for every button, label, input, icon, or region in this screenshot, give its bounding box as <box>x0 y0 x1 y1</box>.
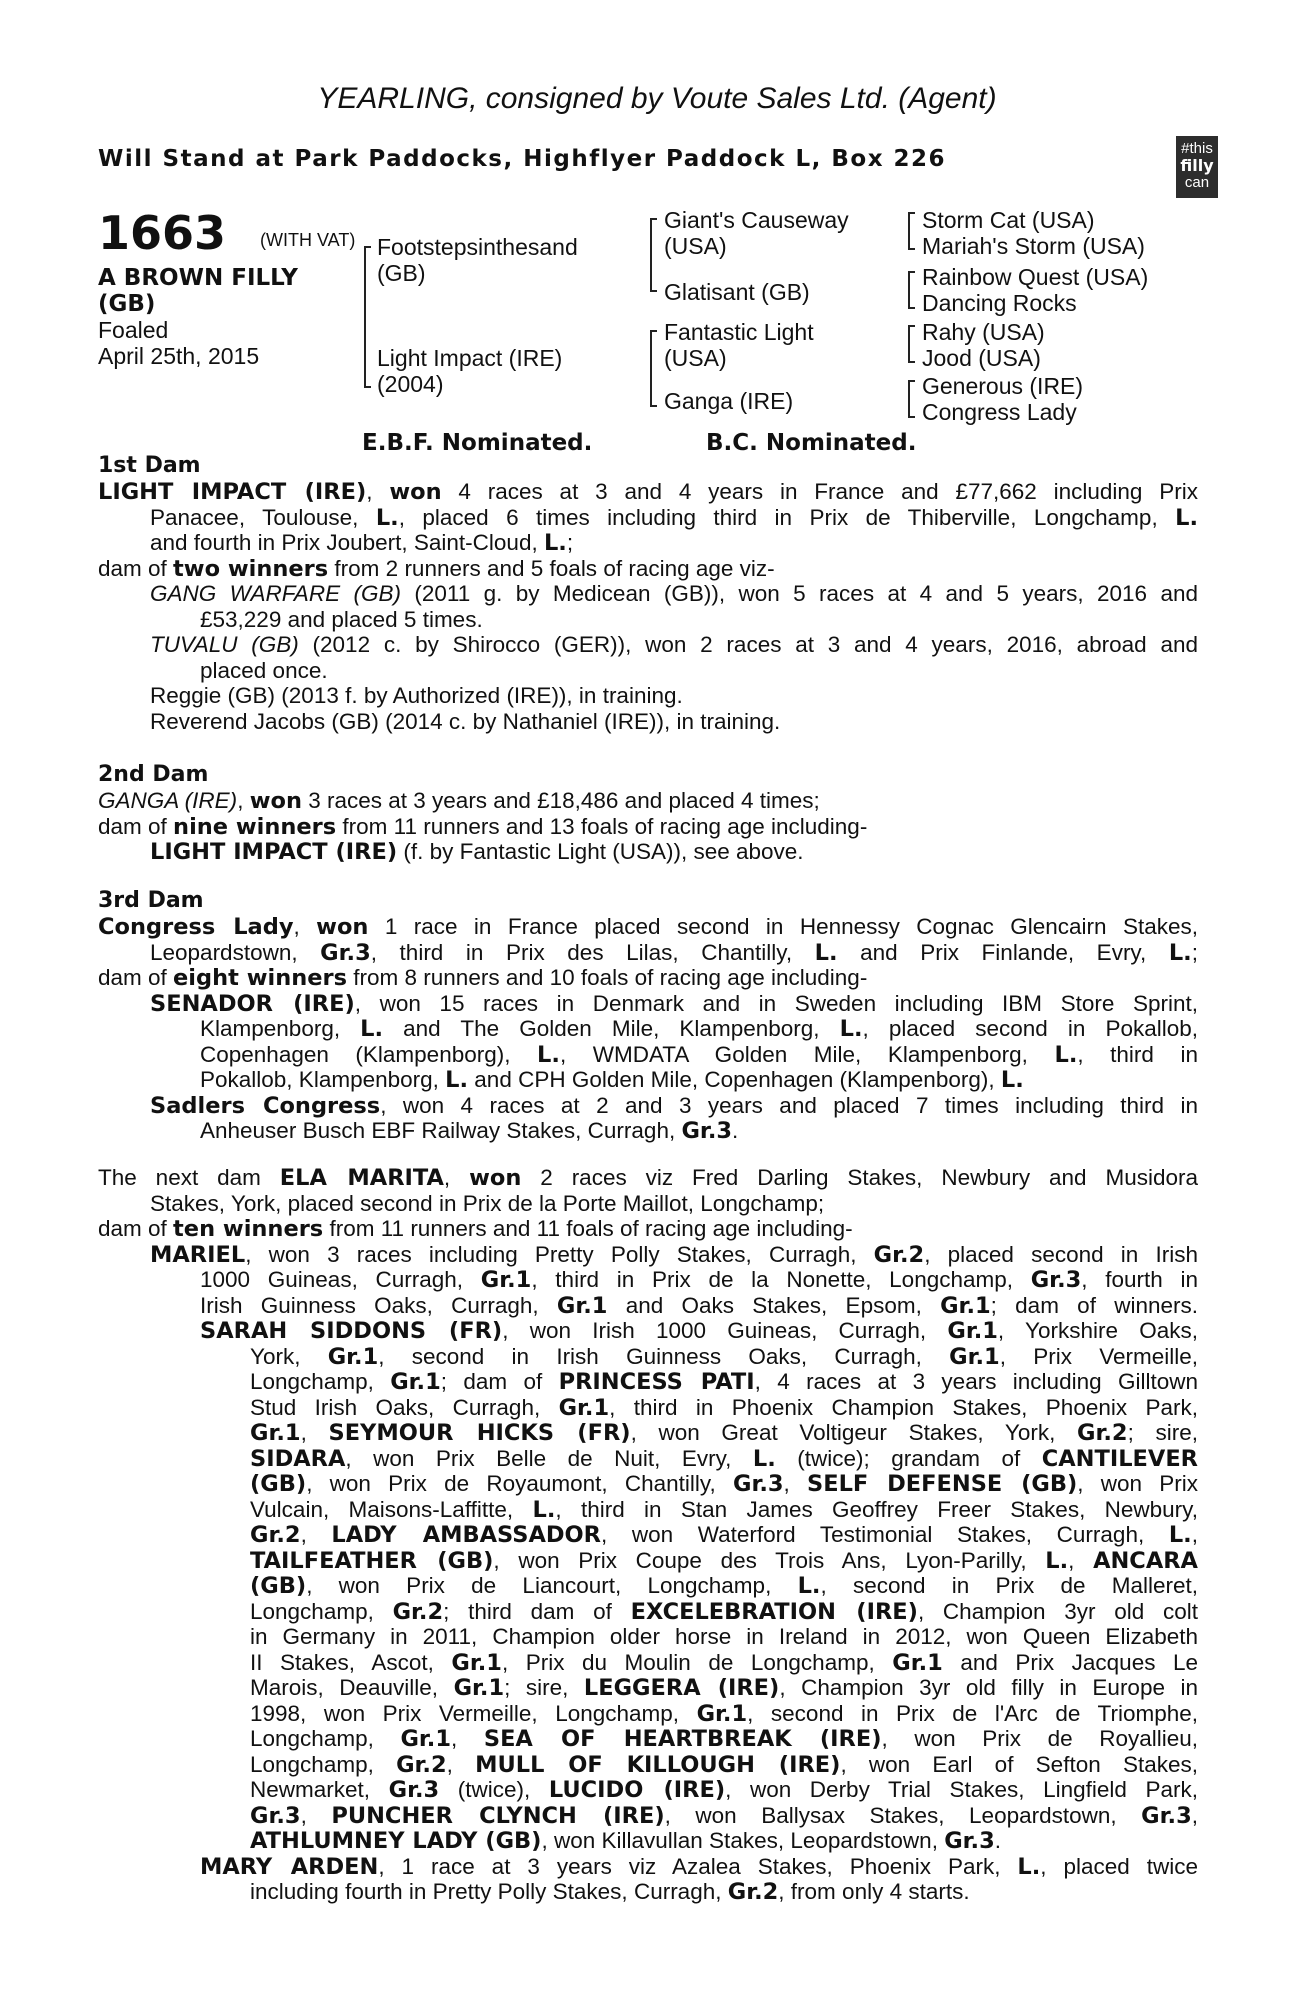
text-run: York, <box>250 1343 328 1369</box>
body-line <box>200 1318 1198 1344</box>
sire-sire: Giant's Causeway <box>664 207 849 233</box>
highlight: (GB) <box>250 1573 307 1599</box>
race-grade: Gr.1 <box>558 1394 610 1421</box>
body-line <box>98 479 1198 505</box>
text-run: , won Waterford Testimonial Stakes, Curragh, <box>601 1522 1169 1547</box>
text-run: Klampenborg, <box>200 1016 361 1041</box>
pedigree-bracket <box>650 330 652 405</box>
body-line <box>200 658 328 684</box>
race-grade: Gr.2 <box>392 1598 444 1625</box>
pedigree-bracket <box>650 218 652 290</box>
vat-note: (WITH VAT) <box>260 230 356 250</box>
body-line <box>150 1093 1198 1119</box>
race-grade: L. <box>537 1041 560 1068</box>
race-grade: Gr.1 <box>390 1369 441 1395</box>
race-grade: L. <box>839 1016 863 1042</box>
highlight: SEYMOUR HICKS (FR) <box>328 1420 631 1446</box>
body-line <box>150 940 1198 966</box>
race-grade: Gr.1 <box>327 1343 379 1370</box>
logo-line: #this <box>1181 140 1213 157</box>
body-line <box>250 1624 1198 1650</box>
race-grade: Gr.3 <box>732 1471 784 1497</box>
highlight: LIGHT IMPACT (IRE) <box>150 839 398 865</box>
text-run: Leopardstown, <box>150 939 321 965</box>
sire-name: Footstepsinthesand <box>377 234 578 260</box>
text-run: Pokallob, Klampenborg, <box>200 1067 446 1092</box>
text-run: , fourth in <box>1081 1267 1198 1292</box>
body-line <box>200 607 483 633</box>
body-line <box>98 1165 1198 1191</box>
body-line <box>250 1777 1198 1803</box>
body-line <box>250 1879 970 1905</box>
race-grade: Gr.3 <box>1030 1267 1082 1293</box>
pedigree-bracket <box>908 212 910 248</box>
text-run: , Champion 3yr old colt <box>917 1598 1198 1624</box>
body-line <box>98 788 820 814</box>
highlight: LIGHT IMPACT (IRE) <box>98 479 367 505</box>
race-grade: Gr.1 <box>250 1420 301 1446</box>
text-run: ; sire, <box>1127 1420 1198 1445</box>
text-run: , won Prix de Liancourt, Longchamp, <box>306 1573 798 1598</box>
highlight: MARIEL <box>150 1241 246 1268</box>
text-run: (2012 c. by Shirocco (GER)), won 2 races at 3 and 4 years, 2016, abroad and <box>298 632 1198 657</box>
text-run: , Yorkshire Oaks, <box>997 1318 1198 1343</box>
text-run: in Germany in 2011, Champion older horse in Ireland in 2012, won Queen Elizabeth <box>250 1624 1198 1649</box>
text-run: and Prix Jacques Le <box>942 1649 1199 1675</box>
text-run: , <box>366 479 390 504</box>
text-run: (twice), <box>439 1777 549 1802</box>
body-line <box>250 1650 1198 1676</box>
text-run: , <box>300 1802 332 1828</box>
highlight: PUNCHER CLYNCH (IRE) <box>331 1802 665 1829</box>
body-line <box>150 991 1198 1017</box>
body-line <box>250 1471 1198 1497</box>
text-run: , <box>1068 1547 1094 1573</box>
body-line <box>250 1420 1198 1446</box>
sire-sire-country: (USA) <box>664 233 727 259</box>
race-grade: L. <box>1054 1041 1078 1068</box>
body-line <box>250 1446 1198 1472</box>
highlight: Congress Lady <box>98 914 294 940</box>
race-grade: L. <box>375 504 399 531</box>
race-grade: L. <box>1168 1522 1192 1548</box>
text-run: 4 races at 3 and 4 years in France and £77,662 including Prix <box>441 479 1199 504</box>
pedigree-bracket <box>908 212 915 214</box>
highlight: LEGGERA (IRE) <box>583 1675 780 1701</box>
race-grade: Gr.1 <box>949 1343 1000 1370</box>
pedigree-bracket <box>908 361 915 363</box>
body-line <box>250 1369 1198 1395</box>
race-grade: Gr.1 <box>480 1267 532 1293</box>
race-grade: Gr.3 <box>388 1777 440 1803</box>
text-run: from 8 runners and 10 foals of racing age including- <box>347 965 868 990</box>
text-run: , third in Prix de la Nonette, Longchamp, <box>531 1267 1031 1292</box>
horse-name: GANG WARFARE (GB) <box>150 581 401 606</box>
race-grade: L. <box>1045 1547 1069 1574</box>
text-run: dam of <box>98 555 174 581</box>
text-run: , <box>293 914 317 939</box>
text-run: Stud Irish Oaks, Curragh, <box>250 1394 559 1420</box>
text-run: , <box>446 1751 476 1777</box>
race-grade: Gr.1 <box>696 1700 748 1727</box>
text-run: (2011 g. by Medicean (GB)), won 5 races at 4 and 5 years, 2016 and <box>400 581 1198 606</box>
text-run: Longchamp, <box>250 1369 391 1394</box>
dam-sire-country: (USA) <box>664 345 727 371</box>
race-grade: Gr.1 <box>940 1292 991 1319</box>
pedigree-bracket <box>908 380 915 382</box>
race-grade: L. <box>1175 504 1198 531</box>
text-run: , won Prix de Royaumont, Chantilly, <box>306 1471 733 1496</box>
text-run: , <box>451 1726 484 1751</box>
text-run: ; third dam of <box>443 1598 631 1624</box>
body-line <box>250 1701 1198 1727</box>
text-run: , placed second in Pokallob, <box>862 1016 1199 1041</box>
text-run: , second in Prix de Malleret, <box>820 1573 1198 1598</box>
horse-name: GANGA (IRE) <box>98 788 238 813</box>
text-run: , third in Prix des Lilas, Chantilly, <box>370 939 815 965</box>
highlight: PRINCESS PATI <box>558 1369 755 1395</box>
dam-year: (2004) <box>377 371 444 397</box>
text-run: ; dam of winners. <box>990 1292 1198 1318</box>
highlight: TAILFEATHER (GB) <box>250 1547 494 1574</box>
text-run: , WMDATA Golden Mile, Klampenborg, <box>559 1041 1055 1067</box>
text-run: from 11 runners and 13 foals of racing age including- <box>336 813 868 839</box>
sire-dam: Glatisant (GB) <box>664 279 810 305</box>
text-run: dam of <box>98 1216 174 1241</box>
pedigree-bracket <box>650 290 657 292</box>
pedigree-bracket <box>908 307 915 309</box>
race-grade: L. <box>797 1573 821 1599</box>
text-run: , placed 6 times including third in Prix de Thiberville, Longchamp, <box>398 504 1176 530</box>
text-run: . <box>732 1118 739 1143</box>
pedigree-bracket <box>650 330 657 332</box>
text-run: Reggie (GB) (2013 f. by Authorized (IRE)), in training. <box>150 683 683 708</box>
text-run: , <box>1191 1802 1198 1828</box>
race-grade: Gr.2 <box>727 1879 779 1905</box>
pedigree-bracket <box>908 380 910 416</box>
dam-heading: 2nd Dam <box>98 762 209 787</box>
ancestor-sds: Rainbow Quest (USA) <box>922 264 1149 290</box>
race-grade: L. <box>543 530 567 556</box>
highlight: MARY ARDEN <box>200 1853 379 1880</box>
text-run: ; sire, <box>504 1675 584 1700</box>
ancestor-dss: Rahy (USA) <box>922 319 1045 345</box>
text-run: and CPH Golden Mile, Copenhagen (Klampenborg), <box>468 1067 1001 1092</box>
text-run: Longchamp, <box>250 1598 393 1624</box>
dam-heading: 1st Dam <box>98 453 201 478</box>
text-run: . <box>994 1828 1002 1853</box>
highlight: EXCELEBRATION (IRE) <box>630 1598 918 1625</box>
text-run: , second in Irish Guinness Oaks, Curragh, <box>378 1343 950 1369</box>
text-run: , won 4 races at 2 and 3 years and placed 7 times including third in <box>380 1092 1198 1118</box>
stand-location: Will Stand at Park Paddocks, Highflyer Paddock L, Box 226 <box>98 146 947 172</box>
text-run: 1998, won Prix Vermeille, Longchamp, <box>250 1700 697 1726</box>
logo-line: can <box>1184 174 1210 191</box>
dam-sire: Fantastic Light <box>664 319 814 345</box>
ancestor-dsd: Jood (USA) <box>922 345 1041 371</box>
body-line <box>150 1191 824 1217</box>
body-line <box>250 1803 1198 1829</box>
text-run: , placed second in Irish <box>924 1241 1198 1267</box>
text-run: ; <box>1191 939 1198 965</box>
text-run: , second in Prix de l'Arc de Triomphe, <box>747 1700 1199 1726</box>
text-run: including fourth in Pretty Polly Stakes, Curragh, <box>250 1879 728 1904</box>
text-run: , won 3 races including Pretty Polly Stakes, Curragh, <box>245 1241 874 1267</box>
text-run: , won Derby Trial Stakes, Lingfield Park, <box>725 1777 1198 1802</box>
text-run: , won Prix Coupe des Trois Ans, Lyon-Parilly, <box>493 1547 1046 1573</box>
text-run: 1000 Guineas, Curragh, <box>200 1267 481 1292</box>
text-run: , <box>237 788 250 813</box>
body-line <box>250 1497 1198 1523</box>
ancestor-dds: Generous (IRE) <box>922 373 1084 399</box>
highlight: ANCARA <box>1093 1547 1198 1574</box>
race-grade: L. <box>1017 1853 1041 1880</box>
horse-name: TUVALU (GB) <box>150 632 299 657</box>
race-grade: Gr.3 <box>944 1828 995 1854</box>
highlight: LADY AMBASSADOR <box>331 1522 601 1548</box>
highlight: ten winners <box>173 1216 324 1242</box>
race-grade: L. <box>532 1496 556 1523</box>
text-run: The next dam <box>98 1165 280 1190</box>
highlight: SIDARA <box>250 1445 346 1472</box>
pedigree-bracket <box>364 246 371 248</box>
body-line <box>250 1726 1198 1752</box>
dam-dam: Ganga (IRE) <box>664 388 794 414</box>
race-grade: Gr.3 <box>681 1118 733 1144</box>
text-run: Reverend Jacobs (GB) (2014 c. by Nathaniel (IRE)), in training. <box>150 708 781 734</box>
text-run: , won Irish 1000 Guineas, Curragh, <box>502 1318 948 1343</box>
highlight: SENADOR (IRE) <box>150 990 355 1017</box>
pedigree-bracket <box>650 218 657 220</box>
pedigree-bracket <box>908 325 915 327</box>
text-run: , <box>1191 1522 1198 1547</box>
race-grade: Gr.3 <box>320 939 371 966</box>
text-run: 2 races viz Fred Darling Stakes, Newbury and Musidora <box>521 1165 1198 1190</box>
body-line <box>150 530 573 556</box>
highlight: SARAH SIDDONS (FR) <box>200 1318 503 1344</box>
text-run: , won Prix de Royallieu, <box>881 1726 1198 1751</box>
text-run: , Champion 3yr old filly in Europe in <box>779 1675 1198 1700</box>
highlight: MULL OF KILLOUGH (IRE) <box>475 1751 841 1778</box>
text-run: , <box>300 1420 329 1445</box>
text-run: placed once. <box>200 657 328 683</box>
body-line <box>200 1293 1198 1319</box>
text-run: , won 15 races in Denmark and in Sweden including IBM Store Sprint, <box>354 990 1199 1016</box>
text-run: (f. by Fantastic Light (USA)), see above. <box>397 839 804 864</box>
highlight: SELF DEFENSE (GB) <box>807 1471 1078 1497</box>
text-run: , won Prix Belle de Nuit, Evry, <box>345 1445 753 1471</box>
race-grade: Gr.1 <box>556 1292 608 1319</box>
dam-name: Light Impact (IRE) <box>377 345 563 371</box>
race-grade: Gr.1 <box>892 1649 943 1676</box>
text-run: , won Ballysax Stakes, Leopardstown, <box>664 1802 1142 1828</box>
body-line <box>150 505 1198 531</box>
text-run: , placed twice <box>1040 1853 1198 1879</box>
ancestor-sdd: Dancing Rocks <box>922 290 1077 316</box>
consignment-header: YEARLING, consigned by Voute Sales Ltd. (Agent) <box>317 82 997 115</box>
race-grade: Gr.2 <box>396 1751 447 1778</box>
body-line <box>200 1016 1198 1042</box>
highlight: two winners <box>173 555 329 582</box>
pedigree-bracket <box>908 271 910 307</box>
body-line <box>250 1522 1198 1548</box>
text-run: , third in Stan James Geoffrey Freer Stakes, Newbury, <box>555 1496 1198 1522</box>
body-line <box>150 632 1198 658</box>
text-run: Anheuser Busch EBF Railway Stakes, Curragh, <box>200 1118 682 1143</box>
highlight: ELA MARITA <box>279 1165 444 1191</box>
highlight: eight winners <box>173 965 348 991</box>
text-run: Longchamp, <box>250 1751 397 1777</box>
body-line <box>250 1573 1198 1599</box>
text-run: II Stakes, Ascot, <box>250 1649 452 1675</box>
race-grade: Gr.1 <box>453 1675 505 1701</box>
text-run: (twice); grandam of <box>775 1445 1042 1471</box>
highlight: LUCIDO (IRE) <box>548 1777 726 1803</box>
text-run: , 1 race at 3 years viz Azalea Stakes, Phoenix Park, <box>378 1853 1018 1879</box>
race-grade: Gr.2 <box>250 1522 301 1548</box>
race-grade: Gr.1 <box>400 1726 451 1752</box>
text-run: dam of <box>98 965 174 990</box>
text-run: , Prix Vermeille, <box>999 1343 1198 1369</box>
text-run: dam of <box>98 813 174 839</box>
bc-nominated: B.C. Nominated. <box>706 430 917 456</box>
text-run: and fourth in Prix Joubert, Saint-Cloud, <box>150 530 544 555</box>
logo-line: filly <box>1180 156 1214 175</box>
ancestor-sss: Storm Cat (USA) <box>922 207 1095 233</box>
text-run: , third in Phoenix Champion Stakes, Phoenix Park, <box>609 1394 1198 1420</box>
text-run: Longchamp, <box>250 1726 401 1751</box>
highlight: won <box>249 788 302 814</box>
body-line <box>250 1395 1198 1421</box>
text-run: from 11 runners and 11 foals of racing age including- <box>323 1216 853 1241</box>
text-run: 1 race in France placed second in Hennessy Cognac Glencairn Stakes, <box>368 914 1198 939</box>
body-line <box>250 1752 1198 1778</box>
text-run: Panacee, Toulouse, <box>150 504 376 530</box>
ebf-nominated: E.B.F. Nominated. <box>362 430 593 456</box>
body-line <box>150 709 780 735</box>
body-line <box>200 1267 1198 1293</box>
text-run: ; <box>566 530 574 555</box>
text-run: and Prix Finlande, Evry, <box>837 939 1169 965</box>
body-line <box>98 814 867 840</box>
text-run: Marois, Deauville, <box>250 1675 454 1700</box>
pedigree-bracket <box>908 325 910 361</box>
highlight: won <box>469 1165 522 1191</box>
highlight: won <box>389 479 442 505</box>
body-line <box>150 1242 1198 1268</box>
text-run: Irish Guinness Oaks, Curragh, <box>200 1292 557 1318</box>
pedigree-bracket <box>908 271 915 273</box>
body-line <box>250 1344 1198 1370</box>
pedigree-bracket <box>908 248 915 250</box>
body-line <box>250 1548 1198 1574</box>
body-line <box>250 1828 1001 1854</box>
text-run: , won Great Voltigeur Stakes, York, <box>630 1420 1077 1445</box>
text-run: , <box>300 1522 332 1547</box>
text-run: and The Golden Mile, Klampenborg, <box>383 1016 840 1041</box>
pedigree-bracket <box>908 416 915 418</box>
text-run: , <box>443 1165 470 1190</box>
body-line <box>250 1599 1198 1625</box>
highlight: SEA OF HEARTBREAK (IRE) <box>483 1726 882 1752</box>
race-grade: Gr.3 <box>1141 1802 1192 1829</box>
lot-description: A BROWN FILLY <box>98 265 298 291</box>
body-line <box>250 1675 1198 1701</box>
race-grade: L. <box>445 1067 469 1093</box>
text-run: Stakes, York, placed second in Prix de la Porte Maillot, Longchamp; <box>150 1190 825 1216</box>
body-line <box>150 581 1198 607</box>
race-grade: Gr.1 <box>947 1318 998 1344</box>
body-line <box>98 1216 853 1242</box>
race-grade: Gr.1 <box>451 1649 502 1676</box>
race-grade: L. <box>814 939 838 966</box>
body-line <box>150 839 804 865</box>
text-run: , <box>783 1471 808 1496</box>
text-run: , 4 races at 3 years including Gilltown <box>754 1369 1198 1394</box>
text-run: Vulcain, Maisons-Laffitte, <box>250 1496 533 1522</box>
lot-description: (GB) <box>98 291 156 317</box>
ancestor-ssd: Mariah's Storm (USA) <box>922 233 1145 259</box>
race-grade: L. <box>1000 1067 1024 1093</box>
dam-heading: 3rd Dam <box>98 888 204 913</box>
race-grade: L. <box>752 1445 776 1472</box>
body-line <box>200 1854 1198 1880</box>
highlight: won <box>316 914 369 940</box>
text-run: Newmarket, <box>250 1777 389 1802</box>
text-run: and Oaks Stakes, Epsom, <box>607 1292 941 1318</box>
pedigree-bracket <box>364 386 371 388</box>
sire-country: (GB) <box>377 260 426 286</box>
race-grade: Gr.2 <box>1077 1420 1128 1446</box>
text-run: , won Killavullan Stakes, Leopardstown, <box>541 1828 945 1853</box>
race-grade: L. <box>360 1016 384 1042</box>
lot-number: 1663 <box>98 206 227 260</box>
highlight: ATHLUMNEY LADY (GB) <box>250 1828 542 1854</box>
body-line <box>200 1042 1198 1068</box>
race-grade: Gr.2 <box>873 1241 925 1268</box>
body-line <box>98 914 1198 940</box>
body-line <box>200 1067 1024 1093</box>
highlight: CANTILEVER <box>1041 1445 1199 1472</box>
text-run: , third in <box>1077 1041 1199 1067</box>
body-line <box>98 965 867 991</box>
highlight: Sadlers Congress <box>150 1092 381 1119</box>
text-run: 3 races at 3 years and £18,486 and placed 4 times; <box>301 788 820 813</box>
body-line <box>150 683 683 709</box>
foaled-date: April 25th, 2015 <box>98 343 260 369</box>
text-run: , won Prix <box>1077 1471 1198 1496</box>
text-run: , Prix du Moulin de Longchamp, <box>501 1649 893 1675</box>
pedigree-bracket <box>650 405 657 407</box>
text-run: , won Earl of Sefton Stakes, <box>840 1751 1198 1777</box>
ancestor-ddd: Congress Lady <box>922 399 1077 425</box>
body-line <box>98 556 775 582</box>
text-run: , from only 4 starts. <box>778 1879 970 1904</box>
race-grade: Gr.3 <box>250 1802 301 1829</box>
text-run: ; dam of <box>440 1369 559 1394</box>
text-run: £53,229 and placed 5 times. <box>200 606 483 632</box>
body-line <box>200 1118 738 1144</box>
foaled-label: Foaled <box>98 317 169 343</box>
highlight: nine winners <box>173 813 337 840</box>
text-run: from 2 runners and 5 foals of racing age viz- <box>328 555 775 581</box>
text-run: Copenhagen (Klampenborg), <box>200 1041 538 1067</box>
highlight: (GB) <box>250 1471 307 1497</box>
race-grade: L. <box>1168 939 1192 966</box>
this-filly-can-logo <box>1176 136 1218 198</box>
pedigree-bracket <box>364 246 366 386</box>
